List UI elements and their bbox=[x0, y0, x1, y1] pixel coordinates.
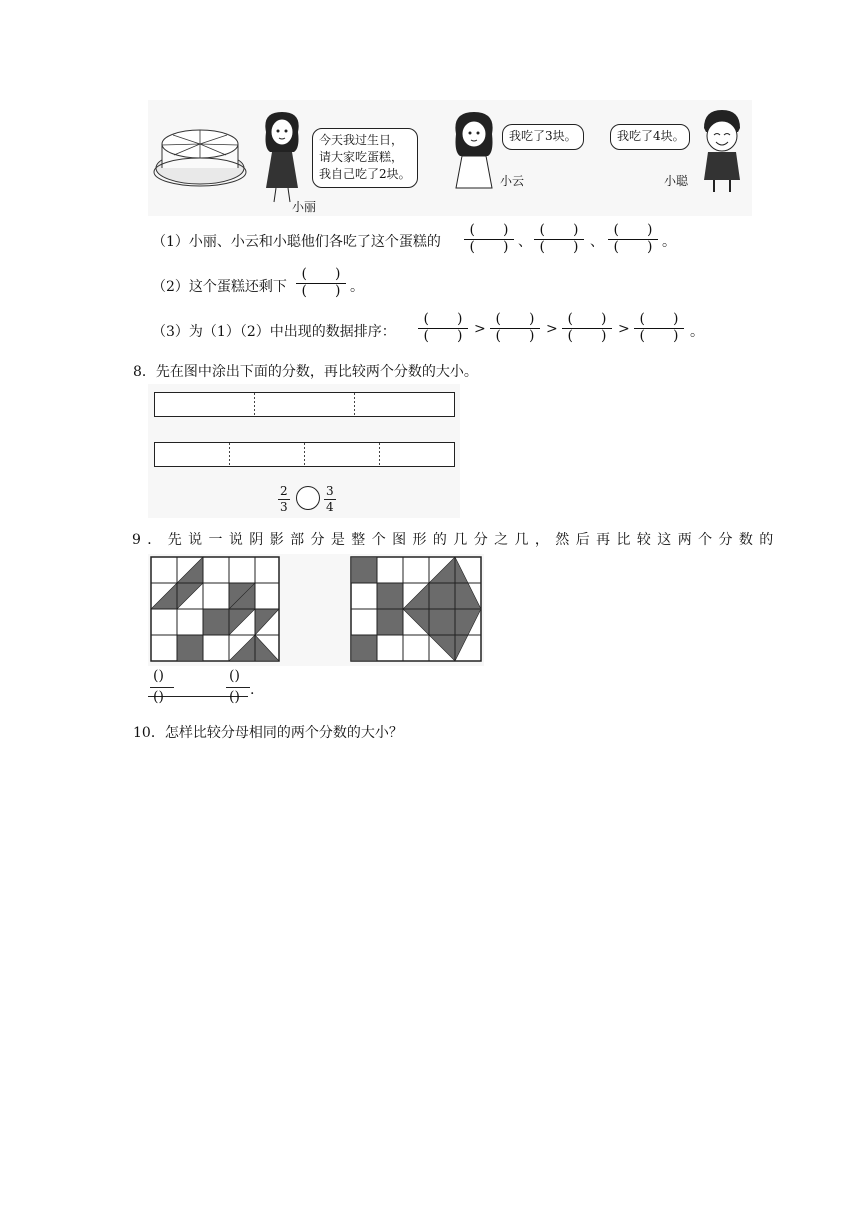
xiaocong-speech-text: 我吃了4块。 bbox=[617, 129, 685, 143]
blank-numerator[interactable]: ( ) bbox=[469, 222, 509, 238]
q7-part1-blank-3[interactable] bbox=[608, 223, 658, 255]
blank-numerator[interactable]: ( ) bbox=[423, 311, 463, 327]
fraction-bar bbox=[226, 687, 250, 688]
q7-end-mark: 。 bbox=[662, 234, 676, 250]
q8-strip-quarters[interactable] bbox=[154, 442, 458, 470]
q7-part2-blank[interactable] bbox=[296, 267, 346, 299]
blank-denominator[interactable]: () bbox=[229, 689, 240, 705]
birthday-scene bbox=[148, 100, 752, 216]
q7-end-mark: 。 bbox=[350, 279, 364, 295]
blank-denominator[interactable]: ( ) bbox=[639, 328, 679, 344]
q8-figure bbox=[148, 384, 460, 518]
q9-blank-1[interactable] bbox=[150, 668, 180, 708]
blank-numerator[interactable]: () bbox=[153, 668, 164, 684]
greater-than-sign: > bbox=[618, 321, 630, 337]
q7-part3-blank-1[interactable] bbox=[418, 312, 468, 344]
q7-part3-blank-3[interactable] bbox=[562, 312, 612, 344]
numerator: 2 bbox=[280, 484, 288, 498]
q7-separator: 、 bbox=[518, 234, 532, 250]
xiaoyun-speech-bubble bbox=[502, 124, 584, 150]
q7-end-mark: 。 bbox=[690, 324, 704, 340]
blank-denominator[interactable]: () bbox=[153, 689, 164, 705]
blank-denominator[interactable]: ( ) bbox=[613, 239, 653, 255]
q10-title: 10．怎样比较分母相同的两个分数的大小？ bbox=[133, 725, 403, 741]
greater-than-sign: > bbox=[546, 321, 558, 337]
xiaocong-figure bbox=[692, 106, 750, 196]
q9-grid-left bbox=[150, 556, 282, 664]
q8-title: 8．先在图中涂出下面的分数，再比较两个分数的大小。 bbox=[133, 364, 478, 380]
blank-numerator[interactable]: ( ) bbox=[567, 311, 607, 327]
blank-numerator[interactable]: () bbox=[229, 668, 240, 684]
blank-denominator[interactable]: ( ) bbox=[495, 328, 535, 344]
q9-end-mark: . bbox=[250, 682, 255, 698]
q9-title: 9．先说一说阴影部分是整个图形的几分之几，然后再比较这两个分数的 bbox=[132, 532, 780, 548]
xiaoyun-name: 小云 bbox=[500, 174, 525, 188]
q8-fraction-a bbox=[278, 484, 292, 516]
q7-part1-blank-1[interactable] bbox=[464, 223, 514, 255]
blank-numerator[interactable]: ( ) bbox=[301, 266, 341, 282]
xiaoli-figure bbox=[254, 108, 310, 206]
fraction-bar bbox=[150, 687, 174, 688]
xiaocong-name: 小聪 bbox=[664, 174, 689, 188]
xiaoli-speech-bubble bbox=[312, 128, 418, 188]
blank-denominator[interactable]: ( ) bbox=[539, 239, 579, 255]
q7-separator: 、 bbox=[590, 234, 604, 250]
denominator: 4 bbox=[326, 500, 334, 514]
q7-part1-text: （1）小丽、小云和小聪他们各吃了这个蛋糕的 bbox=[152, 234, 441, 250]
xiaoli-speech-line-2: 请大家吃蛋糕， bbox=[319, 150, 404, 164]
q9-figure bbox=[148, 554, 484, 666]
cake-illustration bbox=[152, 124, 248, 190]
q7-part1-blank-2[interactable] bbox=[534, 223, 584, 255]
q9-grid-right bbox=[350, 556, 484, 664]
blank-numerator[interactable]: ( ) bbox=[539, 222, 579, 238]
q8-fraction-b bbox=[324, 484, 338, 516]
q7-part3-blank-4[interactable] bbox=[634, 312, 684, 344]
blank-numerator[interactable]: ( ) bbox=[613, 222, 653, 238]
greater-than-sign: > bbox=[474, 321, 486, 337]
q7-part3-blank-2[interactable] bbox=[490, 312, 540, 344]
blank-numerator[interactable]: ( ) bbox=[639, 311, 679, 327]
blank-numerator[interactable]: ( ) bbox=[495, 311, 535, 327]
q8-compare-circle[interactable] bbox=[296, 486, 320, 510]
numerator: 3 bbox=[326, 484, 334, 498]
blank-denominator[interactable]: ( ) bbox=[423, 328, 463, 344]
xiaoli-name: 小丽 bbox=[292, 200, 317, 214]
blank-denominator[interactable]: ( ) bbox=[469, 239, 509, 255]
q7-part3-text: （3）为（1）（2）中出现的数据排序： bbox=[152, 324, 396, 340]
xiaoyun-speech-text: 我吃了3块。 bbox=[509, 129, 577, 143]
xiaoyun-figure bbox=[446, 108, 502, 194]
q7-part2-text: （2）这个蛋糕还剩下 bbox=[152, 279, 287, 295]
blank-denominator[interactable]: ( ) bbox=[301, 283, 341, 299]
denominator: 3 bbox=[280, 500, 288, 514]
xiaoli-speech-line-3: 我自己吃了2块。 bbox=[319, 167, 411, 181]
xiaoli-speech-line-1: 今天我过生日， bbox=[319, 133, 404, 147]
blank-denominator[interactable]: ( ) bbox=[567, 328, 607, 344]
q8-strip-thirds[interactable] bbox=[154, 392, 458, 420]
xiaocong-speech-bubble bbox=[610, 124, 690, 150]
